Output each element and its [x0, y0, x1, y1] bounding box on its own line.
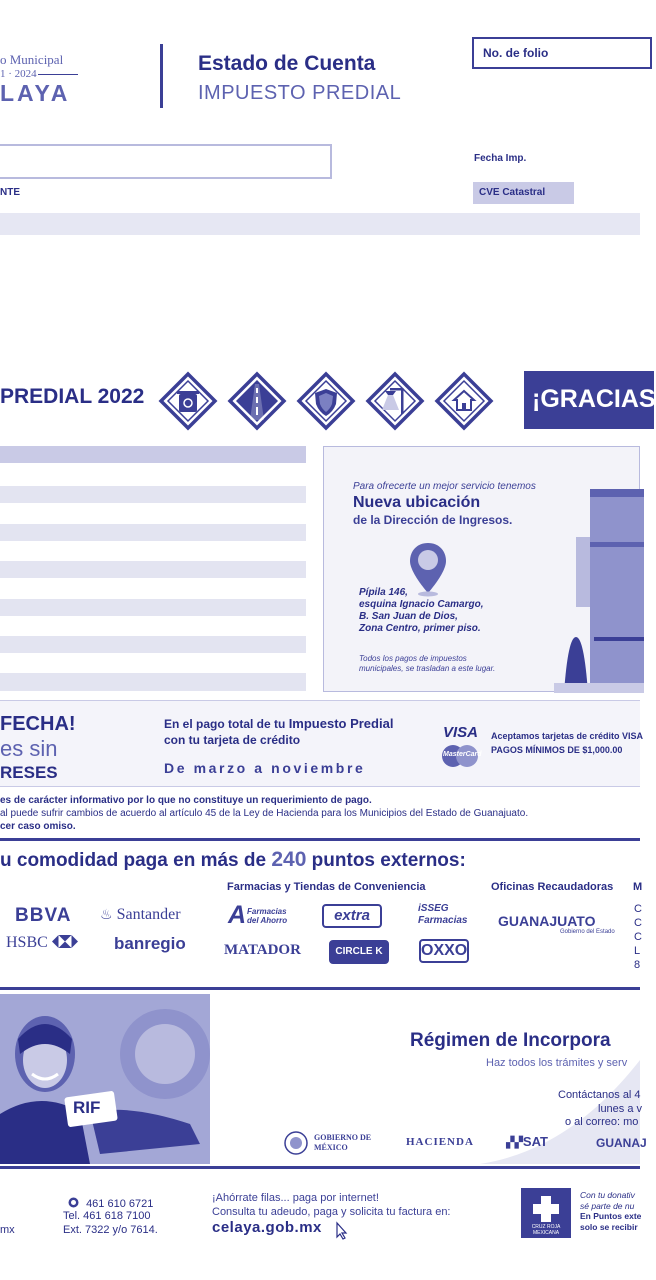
- right-letter-3: C: [634, 931, 642, 943]
- promo-line-2: con tu tarjeta de crédito: [164, 733, 301, 747]
- promo-line-1-pre: En el pago total de tu: [164, 717, 286, 731]
- section-rule: [0, 1166, 640, 1169]
- cve-catastral-label: CVE Catastral: [479, 187, 546, 198]
- sat-logo: ▞▞SAT: [506, 1134, 548, 1149]
- detail-row: [0, 599, 306, 616]
- right-letter-5: 8: [634, 959, 641, 971]
- whatsapp-icon: [68, 1197, 79, 1208]
- house-icon: [435, 372, 493, 430]
- extra-logo: extra: [322, 904, 382, 928]
- title-number: 240: [271, 848, 307, 871]
- oxxo-logo: OXXO: [419, 939, 469, 963]
- footer-slogan: ¡Ahórrate filas... paga por internet!: [212, 1192, 379, 1204]
- cursor-pointer-icon: [336, 1222, 348, 1240]
- detail-row: [0, 674, 306, 691]
- rif-contact-2: lunes a v: [598, 1103, 643, 1115]
- footer-left-fragment: mx: [0, 1224, 15, 1236]
- ingresos-ad: [323, 446, 640, 692]
- ad-address-2: esquina Ignacio Camargo,: [359, 599, 484, 610]
- city-name: LAYA: [0, 80, 71, 106]
- period-line: 1 · 2024: [0, 68, 37, 80]
- disclaimer-line-1: es de carácter informativo por lo que no constituye un requerimiento de pago.: [0, 795, 372, 806]
- document-title: Estado de Cuenta: [198, 52, 376, 75]
- ad-address-1: Pípila 146,: [359, 587, 408, 598]
- tel-line: Tel. 461 618 7100: [63, 1210, 151, 1222]
- guanajuato-office-logo: GUANAJUATO: [498, 913, 596, 929]
- section-rule: [0, 987, 640, 990]
- col-farmacias: Farmacias y Tiendas de Conveniencia: [227, 881, 426, 893]
- woman-holding-rif-card-illustration: [0, 994, 210, 1164]
- ad-intro: Para ofrecerte un mejor servicio tenemos: [353, 481, 536, 492]
- detail-row: [0, 524, 306, 541]
- rif-subtitle: Haz todos los trámites y serv: [486, 1057, 628, 1069]
- ad-headline-2: de la Dirección de Ingresos.: [353, 513, 513, 527]
- mastercard-logo: [442, 745, 482, 767]
- circle-k-logo: CIRCLE K: [329, 940, 389, 964]
- national-seal-icon: [284, 1131, 308, 1155]
- ad-address-4: Zona Centro, primer piso.: [359, 623, 481, 634]
- detail-row: [0, 486, 306, 503]
- ad-address-3: B. San Juan de Dios,: [359, 611, 458, 622]
- hsbc-hexagon-icon: [52, 935, 78, 948]
- title-pre: u comodidad paga en más de: [0, 850, 267, 871]
- rif-photo: [0, 994, 210, 1164]
- santander-text: Santander: [116, 906, 181, 923]
- promo-left-1: FECHA!: [0, 713, 76, 735]
- rif-title: Régimen de Incorpora: [410, 1030, 611, 1051]
- cve-catastral-box: [473, 182, 574, 204]
- ext-line: Ext. 7322 y/o 7614.: [63, 1224, 158, 1236]
- guanajuato-office-sub: Gobierno del Estado: [560, 929, 615, 935]
- ad-note-2: municipales, se trasladan a este lugar.: [359, 664, 496, 673]
- matador-logo: MATADOR: [224, 942, 301, 958]
- col-m: M: [633, 881, 643, 893]
- title-post: puntos externos:: [311, 850, 466, 871]
- cruz-roja-logo: [521, 1188, 571, 1238]
- accept-line-1: Aceptamos tarjetas de crédito VISA: [491, 731, 644, 741]
- right-letter-4: L: [634, 945, 641, 957]
- gracias-text: ¡GRACIAS: [532, 385, 656, 413]
- contribuyente-label: NTE: [0, 187, 20, 198]
- col-oficinas: Oficinas Recaudadoras: [491, 881, 614, 893]
- farmacias-ahorro-logo: A Farmacias del Ahorro: [228, 903, 296, 931]
- santander-logo: ♨ Santander: [100, 906, 181, 923]
- ad-note-1: Todos los pagos de impuestos: [359, 654, 467, 663]
- donation-line-4: solo se recibir: [580, 1221, 638, 1232]
- gobierno-mexico-text: GOBIERNO DE MÉXICO: [314, 1133, 372, 1152]
- cruz-roja-text: CRUZ ROJA MEXICANA: [531, 1224, 561, 1236]
- rif-contact-3: o al correo: mo: [565, 1116, 639, 1128]
- whatsapp-number: 461 610 6721: [86, 1198, 154, 1210]
- accept-line-2: PAGOS MÍNIMOS DE $1,000.00: [491, 745, 623, 755]
- sat-text: SAT: [522, 1134, 548, 1149]
- municipio-line: o Municipal: [0, 52, 64, 67]
- detail-row: [0, 561, 306, 578]
- hsbc-text: HSBC: [6, 934, 48, 951]
- farmacias-ahorro-text: Farmacias del Ahorro: [247, 907, 288, 925]
- recycle-bin-icon: [159, 372, 217, 430]
- promo-band: [0, 700, 644, 787]
- disclaimer-line-2: al puede sufrir cambios de acuerdo al artículo 45 de la Ley de Hacienda para los Municipios del Estado de Guanajuato.: [0, 808, 529, 819]
- streetlight-icon: [366, 372, 424, 430]
- guanajuato-gob-logo: GUANAJ: [596, 1136, 647, 1150]
- promo-left-2: es sin: [0, 736, 58, 761]
- info-band: [0, 213, 640, 235]
- road-icon: [228, 372, 286, 430]
- whatsapp-line: [68, 1197, 153, 1210]
- document-subtitle: IMPUESTO PREDIAL: [198, 82, 402, 104]
- fecha-imp-label: Fecha Imp.: [474, 153, 527, 164]
- isseg-logo: [418, 903, 474, 931]
- donation-line-3: En Puntos exte: [580, 1211, 642, 1221]
- shield-icon: [297, 372, 355, 430]
- footer-consulta: Consulta tu adeudo, paga y solicita tu factura en:: [212, 1206, 451, 1218]
- ad-headline: Nueva ubicación: [353, 494, 481, 511]
- promo-line-1: [164, 716, 393, 731]
- name-field: [0, 144, 332, 179]
- bbva-logo: BBVA: [15, 905, 72, 926]
- folio-label: No. de folio: [483, 46, 549, 60]
- mastercard-text: MasterCard: [443, 751, 482, 758]
- donation-line-1: Con tu donativ: [580, 1190, 635, 1200]
- external-points-title: [0, 848, 466, 872]
- detail-header-bar: [0, 446, 306, 463]
- isseg-text: iSSEG Farmacias: [418, 903, 468, 926]
- donation-line-2: sé parte de nu: [580, 1200, 635, 1211]
- hacienda-logo: HACIENDA: [406, 1136, 474, 1148]
- building-illustration: [554, 487, 644, 693]
- visa-logo: VISA: [443, 724, 479, 741]
- hsbc-logo: [6, 934, 78, 952]
- predial-year-label: PREDIAL 2022: [0, 385, 145, 408]
- gracias-banner: [524, 371, 654, 429]
- detail-row: [0, 636, 306, 653]
- disclaimer-line-3: cer caso omiso.: [0, 821, 76, 832]
- right-letter-1: C: [634, 903, 642, 915]
- right-letter-2: C: [634, 917, 642, 929]
- section-rule: [0, 838, 640, 841]
- header-divider: [160, 44, 163, 108]
- promo-left-3: RESES: [0, 763, 58, 782]
- promo-months: De marzo a noviembre: [164, 760, 366, 776]
- municipal-logo: [0, 50, 90, 105]
- promo-line-1-bold: Impuesto Predial: [288, 716, 394, 731]
- rif-card-text: RIF: [73, 1098, 101, 1117]
- folio-field: [472, 37, 652, 69]
- celaya-url-link[interactable]: celaya.gob.mx: [212, 1219, 322, 1236]
- rif-contact-1: Contáctanos al 4: [558, 1089, 641, 1101]
- banregio-logo: banregio: [114, 934, 186, 953]
